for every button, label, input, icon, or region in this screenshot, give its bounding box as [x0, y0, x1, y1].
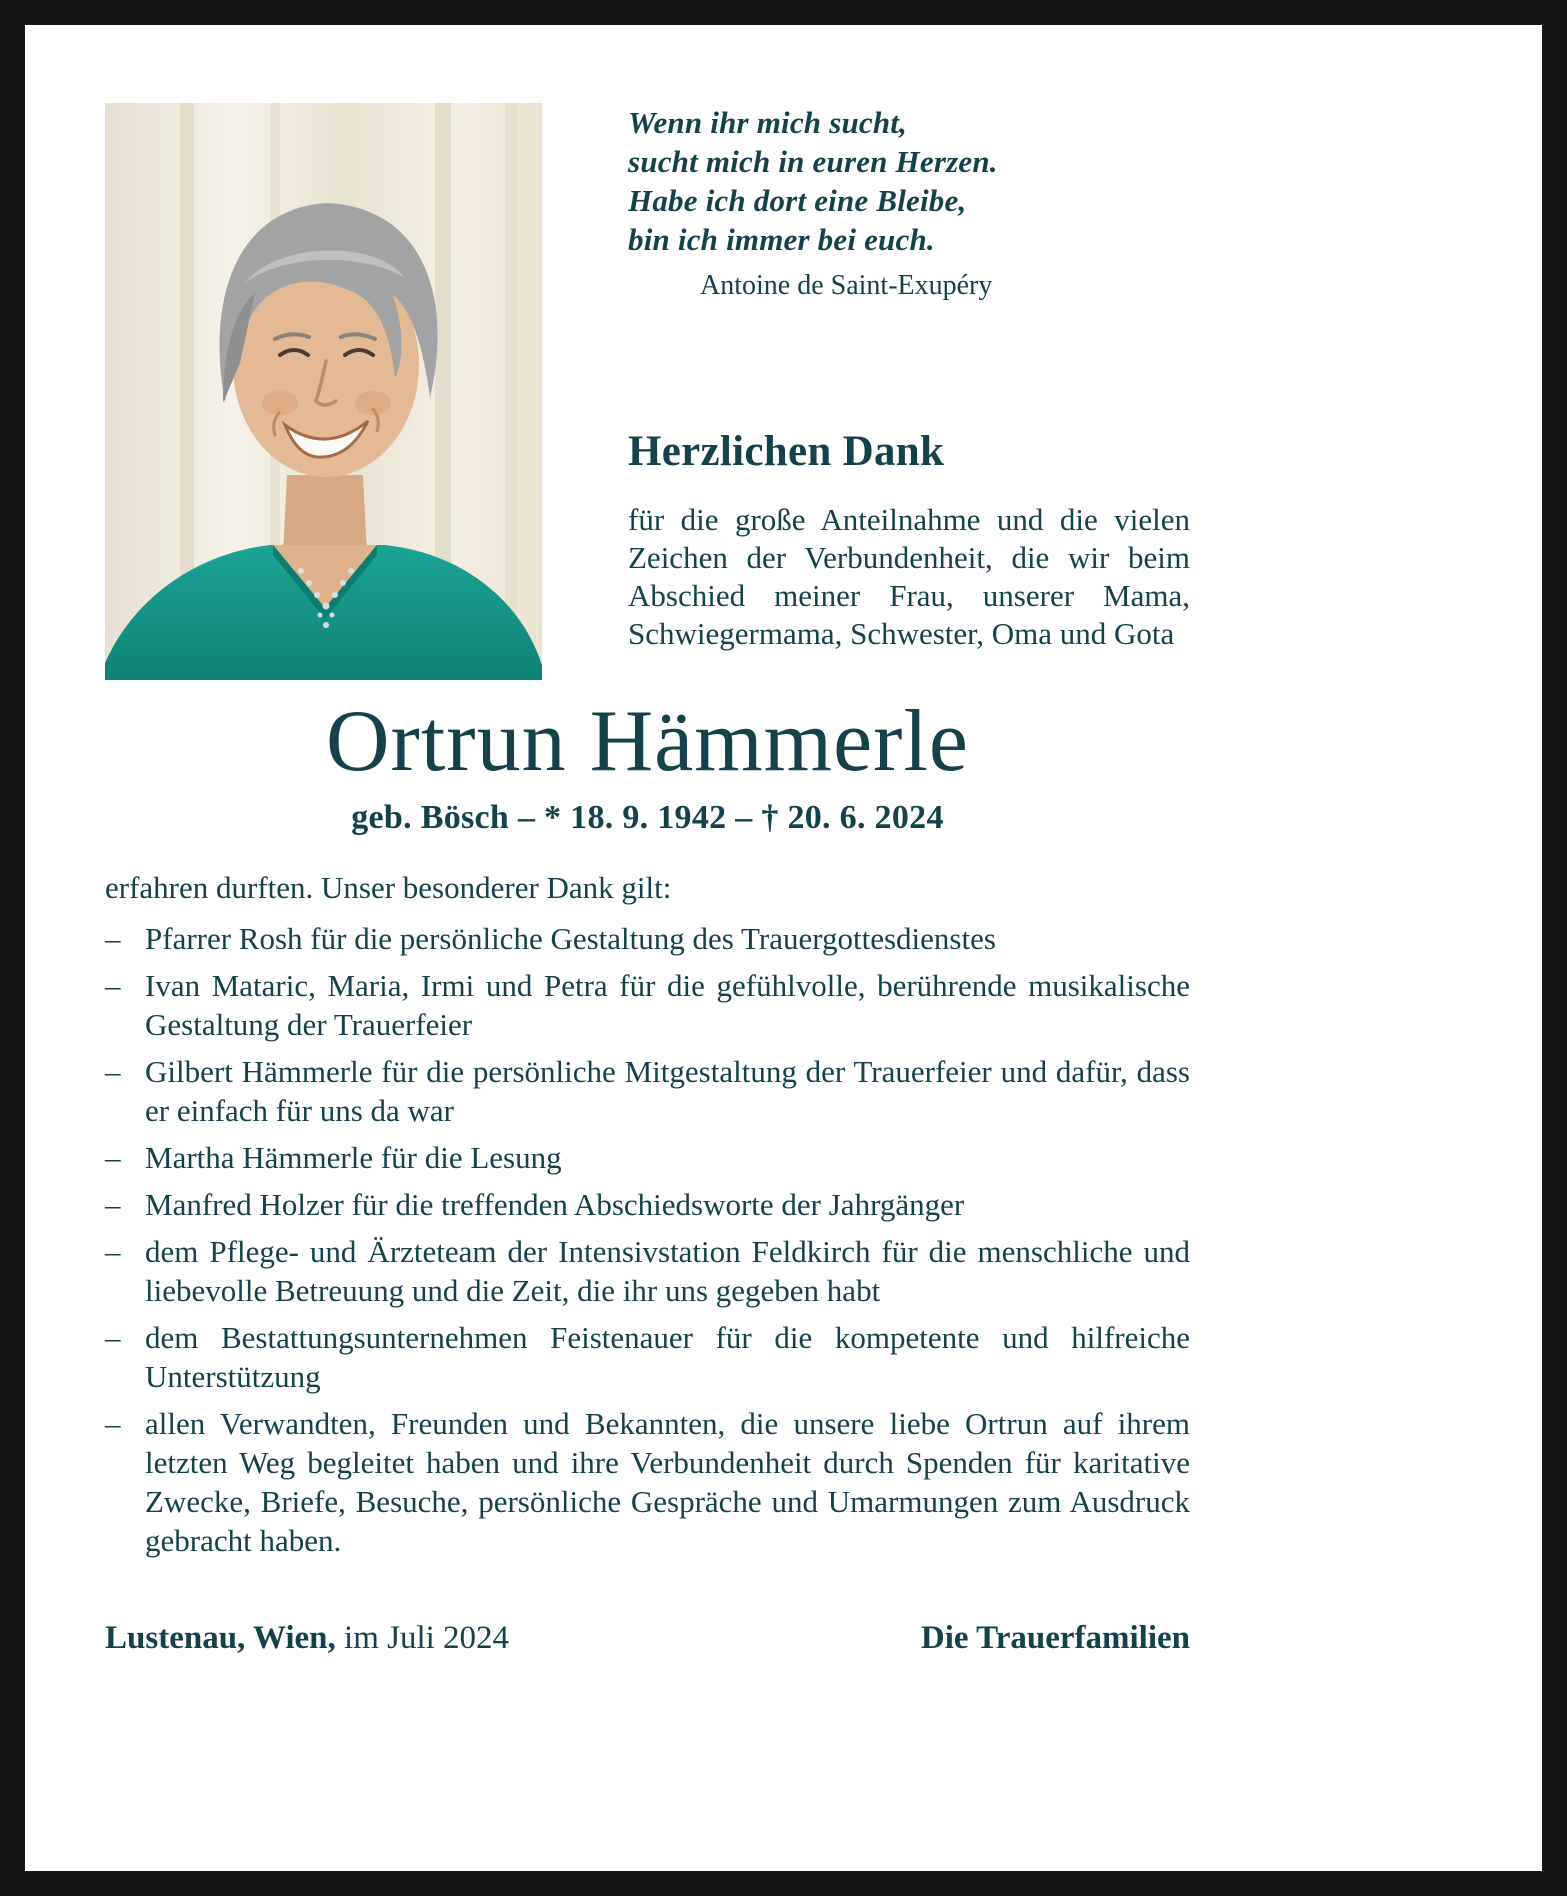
- acknowledgement-text: Manfred Holzer für die treffenden Abschiedsworte der Jahrgänger: [145, 1187, 965, 1222]
- quote-line: Wenn ihr mich sucht,: [628, 105, 908, 140]
- dash-marker: –: [105, 1187, 121, 1222]
- acknowledgements-lead: erfahren durften. Unser besonderer Dank gilt:: [105, 870, 672, 905]
- thanks-heading: Herzlichen Dank: [628, 428, 945, 475]
- footer: [105, 1618, 1190, 1658]
- acknowledgement-text: allen Verwandten, Freunden und Bekannten, die unsere liebe Ortrun auf ihrem letzten Weg begleitet haben und ihre Verbundenheit durch Spenden für karitative Zwecke, Briefe, Besuche, persönliche Gespräche und Umarmungen zum Ausdruck gebracht haben.: [145, 1406, 1190, 1558]
- footer-place-date: [105, 1618, 509, 1658]
- quote-attribution: Antoine de Saint-Exupéry: [700, 270, 993, 301]
- thanks-intro: für die große Anteilnahme und die vielen Zeichen der Verbundenheit, die wir beim Abschied meiner Frau, unserer Mama, Schwiegermama, Schwester, Oma und Gota: [628, 502, 1190, 651]
- deceased-name: Ortrun Hämmerle: [326, 693, 969, 790]
- acknowledgement-text: Ivan Mataric, Maria, Irmi und Petra für die gefühlvolle, berührende musikalische Gestaltung der Trauerfeier: [145, 968, 1190, 1042]
- quote-line: sucht mich in euren Herzen.: [628, 144, 998, 179]
- portrait-photo-image: [105, 103, 542, 680]
- dash-marker: –: [105, 921, 121, 956]
- acknowledgement-text: dem Pflege- und Ärzteteam der Intensivstation Feldkirch für die menschliche und liebevolle Betreuung und die Zeit, die ihr uns gegeben habt: [145, 1234, 1190, 1308]
- card-content: [25, 25, 1542, 1658]
- memorial-quote: [628, 103, 1190, 259]
- dash-marker: –: [105, 1406, 121, 1441]
- deceased-name-block: [105, 694, 1190, 838]
- acknowledgement-text: Gilbert Hämmerle für die persönliche Mitgestaltung der Trauerfeier und dafür, dass er einfach für uns da war: [145, 1054, 1190, 1128]
- footer-signature: Die Trauerfamilien: [920, 1620, 1190, 1656]
- footer-date: im Juli 2024: [344, 1620, 510, 1656]
- acknowledgement-item: [105, 1232, 1190, 1310]
- acknowledgement-item: [105, 1185, 1190, 1224]
- deceased-dates: geb. Bösch – * 18. 9. 1942 – † 20. 6. 2024: [351, 799, 944, 836]
- quote-line: Habe ich dort eine Bleibe,: [628, 183, 967, 218]
- top-section: [105, 103, 1190, 680]
- acknowledgement-item: [105, 966, 1190, 1044]
- acknowledgements-list: [105, 919, 1190, 1560]
- right-column: [628, 103, 1190, 680]
- acknowledgement-item: [105, 1404, 1190, 1560]
- acknowledgement-item: [105, 1318, 1190, 1396]
- footer-place: Lustenau, Wien,: [105, 1620, 336, 1656]
- dash-marker: –: [105, 1320, 121, 1355]
- dash-marker: –: [105, 968, 121, 1003]
- acknowledgement-item: [105, 1138, 1190, 1177]
- acknowledgement-text: Pfarrer Rosh für die persönliche Gestaltung des Trauergottesdienstes: [145, 921, 996, 956]
- acknowledgement-text: Martha Hämmerle für die Lesung: [145, 1140, 562, 1175]
- dash-marker: –: [105, 1234, 121, 1269]
- acknowledgement-text: dem Bestattungsunternehmen Feistenauer für die kompetente und hilfreiche Unterstützung: [145, 1320, 1190, 1394]
- quote-line: bin ich immer bei euch.: [628, 222, 935, 257]
- dash-marker: –: [105, 1140, 121, 1175]
- acknowledgement-item: [105, 1052, 1190, 1130]
- acknowledgement-item: [105, 919, 1190, 958]
- portrait-photo: [105, 103, 542, 680]
- dash-marker: –: [105, 1054, 121, 1089]
